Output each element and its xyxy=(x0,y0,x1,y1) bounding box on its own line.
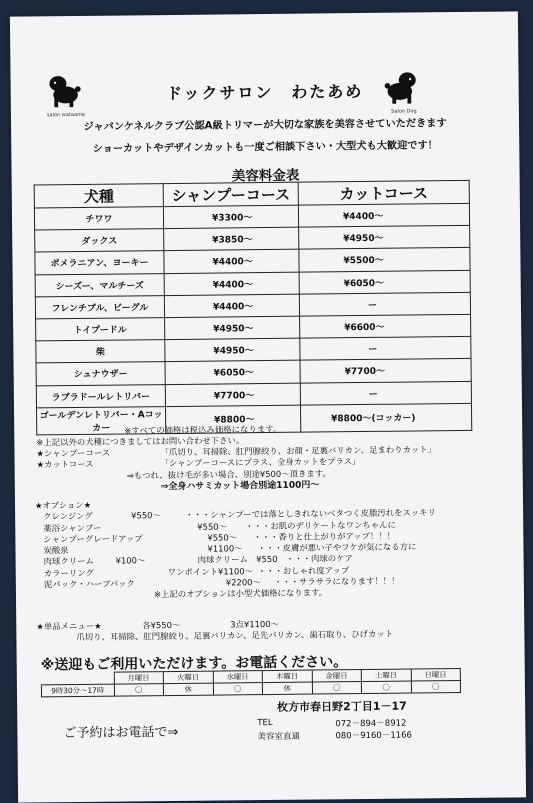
tel-label: TEL xyxy=(257,718,272,728)
empty-cell xyxy=(41,672,114,685)
options-note: ※上記のオプションは小型犬価格になります。 xyxy=(154,588,327,601)
cut-price: ー xyxy=(300,381,471,405)
intro-line-1: ジャパンケネルクラブ公認A級トリマーが大切な家族を美容させていただきます xyxy=(21,113,509,133)
options-section xyxy=(35,500,36,602)
breed-cell: ゴールデンレトリバー・Aコッカー xyxy=(36,406,165,434)
right-logo-caption: Salon Dog xyxy=(383,108,425,114)
shampoo-price: ¥3850～ xyxy=(164,227,299,251)
status-cell: 休 xyxy=(163,683,213,696)
shampoo-course-label: ★シャンプーコース xyxy=(36,448,110,460)
option-desc: ・・・シャンプーでは落としきれないベタつく皮脂汚れをスッキリ xyxy=(185,508,436,522)
option-desc: ・・・お肌のデリケートなワンちゃんに xyxy=(245,519,396,532)
options-heading: ★オプション★ xyxy=(35,500,91,512)
option-price: ワンポイント¥1100～ xyxy=(168,566,253,578)
day-cell: 月曜日 xyxy=(114,672,164,685)
cut-price: ¥5500～ xyxy=(299,248,470,272)
status-cell: 〇 xyxy=(213,683,263,696)
option-desc: ・・・香りと仕上がりがアップ！！！ xyxy=(253,531,395,544)
option-desc: ・・・おしゃれ度アップ xyxy=(258,565,350,577)
breed-cell: シュナウザー xyxy=(36,362,165,386)
left-logo-caption: salon wataame xyxy=(45,112,87,118)
option-name: クレンジング xyxy=(43,511,93,523)
other-breeds-note: ※上記以外の犬種につきましてはお問い合わせ下さい。 xyxy=(36,435,244,448)
shampoo-price: ¥7700～ xyxy=(165,383,300,407)
tel-number[interactable]: 072－894－8912 xyxy=(335,717,406,730)
day-cell: 日曜日 xyxy=(411,669,461,682)
option-name: 肉球クリーム xyxy=(44,556,94,568)
salon-title: ドックサロン わたあめ xyxy=(11,77,519,105)
cut-price: ¥4400～ xyxy=(298,203,469,227)
breed-cell: フレンチブル、ビーグル xyxy=(35,295,164,319)
day-cell: 水曜日 xyxy=(213,671,263,684)
direct-line-number[interactable]: 080－9160－1166 xyxy=(335,729,412,742)
day-cell: 金曜日 xyxy=(312,670,362,683)
cut-price: ¥6600～ xyxy=(300,314,471,338)
option-name: 泥パック・ハーブパック xyxy=(44,578,135,590)
flyer-paper xyxy=(10,11,526,802)
tax-note: ※すべての価格は税込み価格になります。 xyxy=(124,424,281,437)
option-name: 炭酸泉 xyxy=(43,545,68,557)
option-name: シャンプーグレードアップ xyxy=(43,533,142,545)
shampoo-price: ¥3300～ xyxy=(163,205,298,229)
option-price: ¥550～ xyxy=(207,532,237,544)
header-shampoo: シャンプーコース xyxy=(163,182,298,206)
cut-price: ¥8800～(コッカー) xyxy=(300,403,471,432)
single-menu-label: ★単品メニュー★ xyxy=(36,621,101,633)
option-name: 薬浴シャンプー xyxy=(43,522,101,534)
cut-price: ー xyxy=(299,292,470,316)
option-desc: 肉球クリーム ¥550 ・・・肉球のケア xyxy=(198,554,353,567)
hours-cell: 9時30分～17時 xyxy=(41,684,114,697)
single-menu-each-price: 各¥550～ xyxy=(142,620,180,632)
status-cell: 〇 xyxy=(361,681,411,694)
day-cell: 火曜日 xyxy=(163,671,213,684)
shampoo-course-desc: 「爪切り、耳掃除、肛門腺絞り、お顔・足裏バリカン、足まわりカット」 xyxy=(160,444,436,458)
breed-cell: ポメラニアン、ヨーキー xyxy=(35,251,164,275)
cut-price: ー xyxy=(300,336,471,360)
cut-course-label: ★カットコース xyxy=(37,459,94,471)
cut-course-desc: 「シャンプーコースにプラス、全身カットをプラス」 xyxy=(161,456,361,469)
day-cell: 土曜日 xyxy=(361,669,411,682)
scissor-cut-note: ⇒全身ハサミカット場合別途1100円～ xyxy=(161,480,320,493)
shampoo-price: ¥8800～ xyxy=(165,405,300,433)
breed-cell: チワワ xyxy=(34,207,163,231)
option-desc: ・・・サラサラになります！！！ xyxy=(274,576,400,589)
cut-price: ¥4950～ xyxy=(299,226,470,250)
salon-address: 枚方市春日野2丁目1－17 xyxy=(277,698,407,715)
direct-line-label: 美容室直通 xyxy=(257,730,300,742)
breed-cell: ラブラドールレトリバー xyxy=(36,384,165,408)
shampoo-price: ¥4400～ xyxy=(164,294,299,318)
price-table xyxy=(34,180,473,435)
breed-cell: ダックス xyxy=(35,229,164,253)
shampoo-price: ¥6050～ xyxy=(165,360,300,384)
status-cell: 〇 xyxy=(114,684,164,697)
reservation-prompt: ご予約はお電話で⇒ xyxy=(63,721,178,741)
price-table-title: 美容料金表 xyxy=(11,161,519,186)
single-menu-items: 爪切り、耳掃除、肛門腺絞り、足裏バリカン、足先バリカン、歯石取り、ひげカット xyxy=(76,629,393,644)
breed-cell: 柴 xyxy=(36,340,165,364)
pickup-notice: ※送迎もご利用いただけます。お電話ください。 xyxy=(41,651,348,674)
breed-cell: シーズー、マルチーズ xyxy=(35,273,164,297)
intro-line-2: ショーカットやデザインカットも一度ご相談下さい・大型犬も大歓迎です！ xyxy=(21,135,509,155)
status-cell: 〇 xyxy=(312,682,362,695)
status-cell: 休 xyxy=(262,682,312,695)
option-price: ¥550～ xyxy=(131,510,161,522)
option-price: ¥100～ xyxy=(116,556,146,568)
option-price: ¥1100～ xyxy=(207,543,242,555)
option-name: カラーリング xyxy=(44,568,94,580)
shampoo-price: ¥4400～ xyxy=(164,272,299,296)
header-cut: カットコース xyxy=(298,180,469,205)
option-price: ¥2200～ xyxy=(226,577,261,589)
day-cell: 木曜日 xyxy=(262,670,312,683)
breed-cell: トイプードル xyxy=(36,318,165,342)
shampoo-price: ¥4950～ xyxy=(165,338,300,362)
shampoo-price: ¥4950～ xyxy=(165,316,300,340)
option-price: ¥550～ xyxy=(197,521,227,533)
single-menu-three-price: 3点¥1100～ xyxy=(230,619,279,631)
header-breed: 犬種 xyxy=(34,184,163,208)
status-cell: 〇 xyxy=(411,681,461,694)
matted-fur-note: ⇒もつれ、抜け毛が多い場合、別途¥500～頂きます。 xyxy=(127,468,331,481)
cut-price: ¥6050～ xyxy=(299,270,470,294)
business-hours-table xyxy=(41,668,461,697)
cut-price: ¥7700～ xyxy=(300,359,471,383)
shampoo-price: ¥4400～ xyxy=(164,250,299,274)
option-desc: ・・・皮膚が悪い子やフケが気になる方に xyxy=(257,542,416,555)
